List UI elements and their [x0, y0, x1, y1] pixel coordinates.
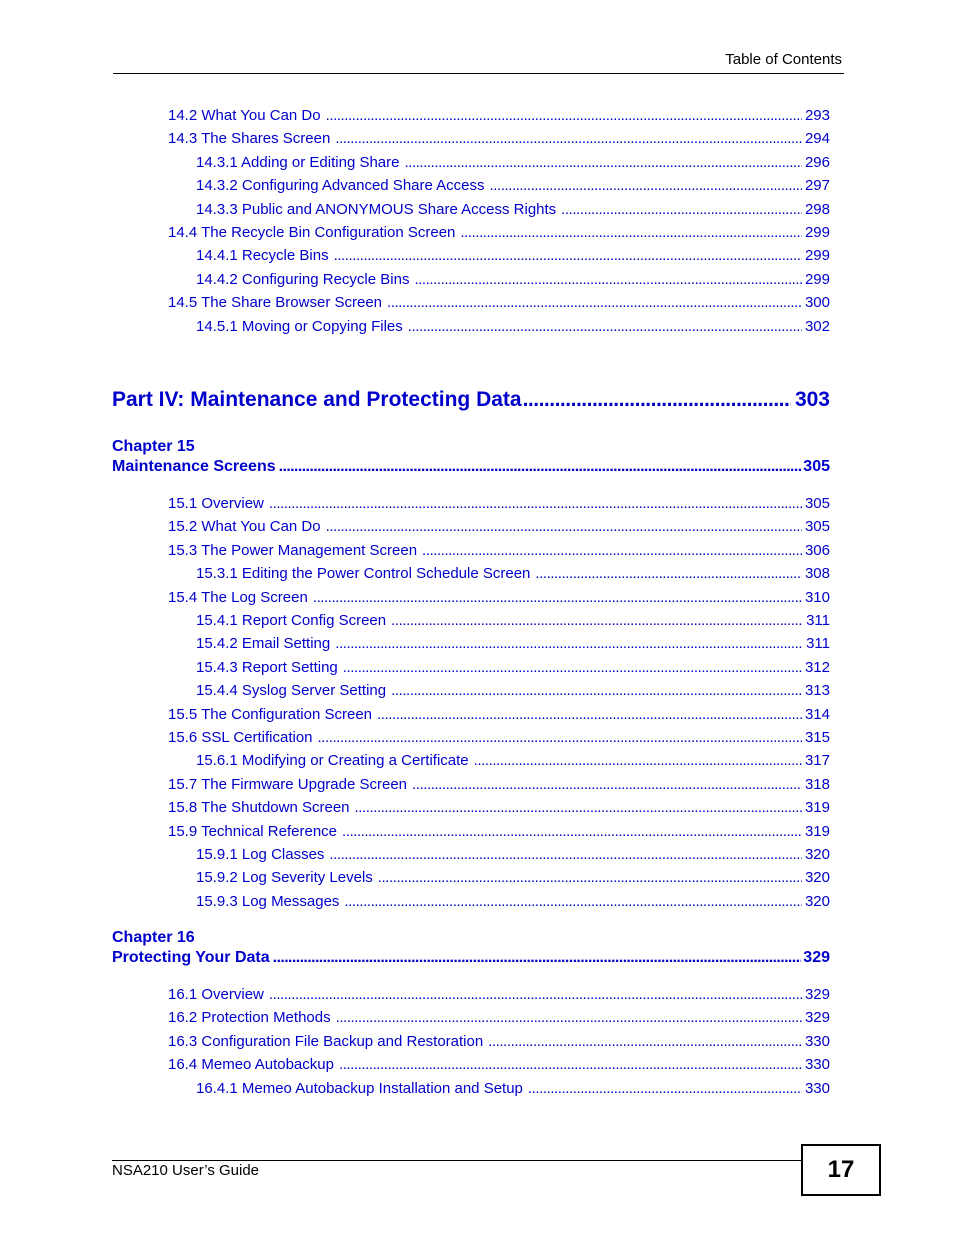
page-number-box	[801, 1144, 881, 1196]
footer-guide-title: NSA210 User’s Guide	[112, 1162, 260, 1179]
chapter-16-label: Chapter 16	[112, 929, 195, 946]
toc-entry-page: 302	[804, 317, 830, 335]
dot-leader	[488, 1033, 802, 1050]
part-page: 303	[794, 388, 830, 411]
dot-leader	[326, 107, 802, 124]
toc-entry-title: 15.5 The Configuration Screen	[168, 705, 373, 723]
toc-entry-title: 15.7 The Firmware Upgrade Screen	[168, 775, 408, 793]
dot-leader	[335, 130, 802, 147]
toc-entry-title: 16.4 Memeo Autobackup	[168, 1056, 334, 1074]
chapter-15-entry[interactable]	[112, 458, 830, 476]
toc-entry[interactable]	[196, 154, 830, 171]
chapter-16-title: Protecting Your Data	[112, 949, 270, 966]
toc-entry[interactable]	[168, 294, 830, 311]
toc-entry-title: 16.4.1 Memeo Autobackup Installation and Setup	[196, 1079, 523, 1097]
toc-entry-title: 14.5 The Share Browser Screen	[168, 294, 383, 312]
toc-entry-page: 320	[804, 869, 830, 887]
footer-rule	[112, 1160, 802, 1161]
toc-entry-page: 317	[804, 752, 830, 770]
toc-entry-title: 15.9.3 Log Messages	[196, 892, 340, 910]
toc-entry[interactable]	[168, 776, 830, 793]
toc-entry[interactable]	[168, 495, 830, 512]
toc-entry-page: 299	[804, 270, 830, 288]
dot-leader	[528, 1080, 802, 1097]
toc-entry-page: 330	[804, 1079, 830, 1097]
part-entry[interactable]	[112, 388, 830, 412]
toc-entry[interactable]	[168, 589, 830, 606]
dot-leader	[523, 388, 791, 412]
toc-entry-title: 15.4 The Log Screen	[168, 588, 308, 606]
toc-entry-title: 15.4.3 Report Setting	[196, 658, 338, 676]
dot-leader	[535, 565, 802, 582]
dot-leader	[412, 776, 802, 793]
toc-entry-title: 15.4.2 Email Setting	[196, 635, 331, 653]
toc-entry-title: 15.6.1 Modifying or Creating a Certificate	[196, 752, 469, 770]
toc-entry-title: 14.4.1 Recycle Bins	[196, 247, 329, 265]
toc-entry[interactable]	[168, 107, 830, 124]
toc-entry[interactable]	[196, 612, 830, 629]
part-title: Part IV: Maintenance and Protecting Data	[112, 388, 522, 411]
toc-entry[interactable]	[196, 682, 830, 699]
toc-entry-page: 311	[806, 612, 830, 629]
toc-entry-title: 15.2 What You Can Do	[168, 518, 321, 536]
toc-entry-page: 330	[804, 1056, 830, 1074]
toc-entry-title: 16.1 Overview	[168, 986, 264, 1003]
toc-entry[interactable]	[168, 1056, 830, 1073]
dot-leader	[269, 495, 802, 512]
dot-leader	[387, 294, 802, 311]
chapter-15-title: Maintenance Screens	[112, 458, 276, 475]
toc-entry-page: 320	[804, 846, 830, 863]
toc-entry-title: 15.9.1 Log Classes	[196, 846, 325, 863]
toc-entry-page: 296	[804, 153, 830, 171]
toc-entry[interactable]	[168, 542, 830, 559]
dot-leader	[279, 458, 802, 476]
page-number: 17	[827, 1156, 855, 1183]
dot-leader	[490, 177, 802, 194]
toc-entry-page: 299	[804, 247, 830, 265]
dot-leader	[334, 247, 802, 264]
toc-entry-page: 319	[804, 822, 830, 840]
toc-entry[interactable]	[196, 201, 830, 218]
toc-entry-page: 300	[804, 294, 830, 312]
dot-leader	[343, 659, 802, 676]
dot-leader	[344, 893, 802, 910]
toc-entry[interactable]	[196, 247, 830, 264]
toc-entry-page: 294	[804, 130, 830, 148]
toc-entry-page: 314	[804, 705, 830, 723]
toc-entry[interactable]	[196, 565, 830, 582]
toc-entry[interactable]	[196, 659, 830, 676]
dot-leader	[460, 224, 802, 241]
toc-entry-page: 298	[804, 200, 830, 218]
dot-leader	[474, 752, 802, 769]
toc-entry-page: 319	[804, 799, 830, 817]
toc-entry-title: 14.4.2 Configuring Recycle Bins	[196, 270, 410, 288]
toc-entry-title: 14.2 What You Can Do	[168, 107, 321, 124]
toc-entry[interactable]	[196, 846, 830, 863]
toc-entry-page: 305	[804, 495, 830, 512]
toc-entry-title: 14.4 The Recycle Bin Configuration Screen	[168, 224, 456, 241]
toc-entry[interactable]	[168, 706, 830, 723]
toc-entry-title: 15.8 The Shutdown Screen	[168, 799, 350, 817]
toc-entry-title: 15.9 Technical Reference	[168, 822, 337, 840]
dot-leader	[318, 729, 802, 746]
toc-entry-title: 14.3.3 Public and ANONYMOUS Share Access Rights	[196, 200, 557, 218]
toc-entry-page: 313	[804, 682, 830, 700]
toc-entry[interactable]	[168, 224, 830, 241]
toc-entry-page: 297	[804, 177, 830, 195]
dot-leader	[391, 612, 803, 629]
toc-entry-title: 14.3.2 Configuring Advanced Share Access	[196, 177, 485, 195]
dot-leader	[561, 201, 802, 218]
chapter-16-entry[interactable]	[112, 949, 830, 967]
toc-entry-page: 311	[806, 635, 830, 653]
dot-leader	[342, 823, 802, 840]
dot-leader	[378, 869, 802, 886]
dot-leader	[329, 846, 802, 863]
chapter-15-page: 305	[803, 458, 830, 475]
dot-leader	[422, 542, 802, 559]
toc-entry[interactable]	[196, 271, 830, 288]
toc-entry-title: 15.4.1 Report Config Screen	[196, 612, 387, 629]
dot-leader	[336, 1009, 802, 1026]
dot-leader	[377, 706, 802, 723]
toc-entry-page: 312	[804, 658, 830, 676]
toc-entry-page: 320	[804, 892, 830, 910]
toc-entry-title: 14.3 The Shares Screen	[168, 130, 331, 148]
toc-entry-page: 329	[804, 1009, 830, 1027]
toc-entry[interactable]	[168, 130, 830, 147]
toc-entry[interactable]	[196, 1080, 830, 1097]
running-header-title: Table of Contents	[725, 51, 842, 68]
toc-entry[interactable]	[168, 1009, 830, 1026]
toc-entry-page: 330	[804, 1032, 830, 1050]
dot-leader	[408, 318, 802, 335]
toc-entry-page: 318	[804, 775, 830, 793]
chapter-16-page: 329	[803, 949, 830, 966]
toc-entry[interactable]	[168, 518, 830, 535]
toc-entry-page: 293	[804, 107, 830, 124]
toc-entry-title: 15.1 Overview	[168, 495, 264, 512]
toc-entry[interactable]	[196, 893, 830, 910]
toc-entry[interactable]	[196, 318, 830, 335]
toc-entry[interactable]	[196, 752, 830, 769]
toc-entry[interactable]	[196, 635, 830, 652]
toc-entry-title: 14.5.1 Moving or Copying Files	[196, 317, 403, 335]
toc-entry-title: 15.3 The Power Management Screen	[168, 541, 418, 559]
toc-entry[interactable]	[196, 869, 830, 886]
dot-leader	[273, 949, 802, 967]
header-rule	[113, 73, 844, 74]
toc-entry-page: 299	[804, 224, 830, 241]
dot-leader	[269, 986, 802, 1003]
toc-entry-page: 310	[804, 588, 830, 606]
toc-entry[interactable]	[168, 1033, 830, 1050]
toc-entry-title: 15.3.1 Editing the Power Control Schedule Screen	[196, 565, 531, 583]
toc-entry-title: 15.6 SSL Certification	[168, 729, 313, 746]
dot-leader	[326, 518, 802, 535]
toc-entry-page: 305	[804, 518, 830, 536]
toc-entry[interactable]	[196, 177, 830, 194]
toc-entry[interactable]	[168, 823, 830, 840]
dot-leader	[404, 154, 801, 171]
toc-entry-title: 15.4.4 Syslog Server Setting	[196, 682, 387, 700]
toc-entry-title: 16.2 Protection Methods	[168, 1009, 331, 1027]
toc-entry[interactable]	[168, 986, 830, 1003]
toc-entry-page: 308	[804, 565, 830, 583]
toc-entry-title: 14.3.1 Adding or Editing Share	[196, 153, 400, 171]
chapter-15-label: Chapter 15	[112, 438, 195, 455]
dot-leader	[313, 589, 802, 606]
toc-entry-page: 329	[804, 986, 830, 1003]
toc-entry-title: 15.9.2 Log Severity Levels	[196, 869, 373, 887]
dot-leader	[391, 682, 802, 699]
dot-leader	[339, 1056, 802, 1073]
toc-entry-page: 306	[804, 541, 830, 559]
toc-entry[interactable]	[168, 799, 830, 816]
dot-leader	[355, 799, 802, 816]
toc-entry[interactable]	[168, 729, 830, 746]
dot-leader	[335, 635, 803, 652]
toc-entry-page: 315	[804, 729, 830, 746]
toc-entry-title: 16.3 Configuration File Backup and Restoration	[168, 1032, 484, 1050]
dot-leader	[414, 271, 802, 288]
